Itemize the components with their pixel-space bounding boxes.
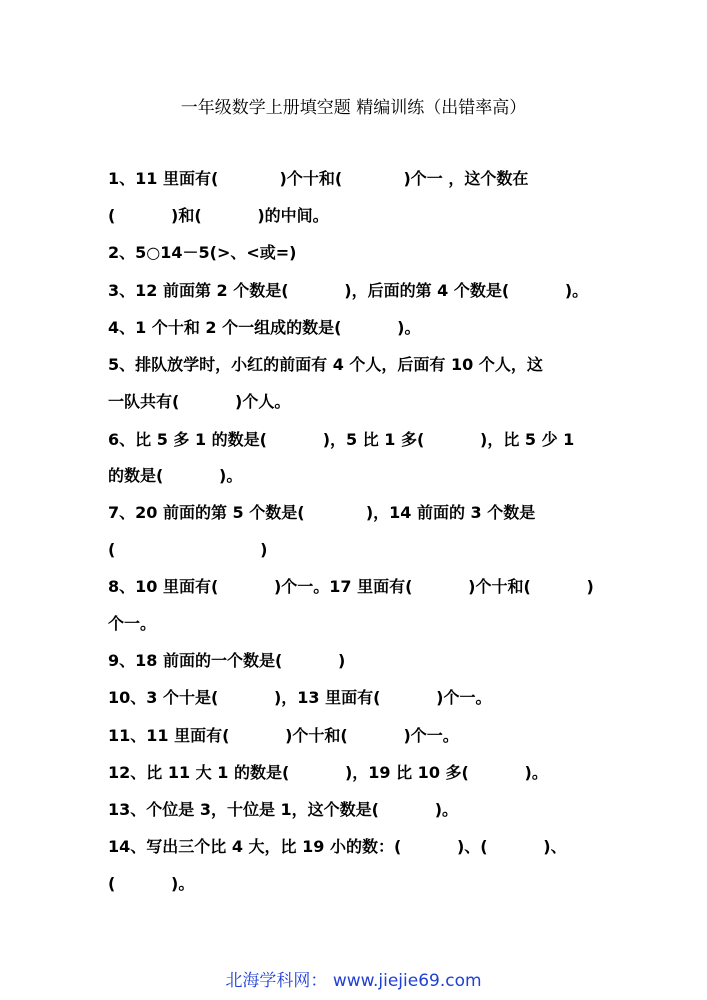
- question-line: 4、1 个十和 2 个一组成的数是( )。: [108, 318, 421, 337]
- question-line: 一队共有( )个人。: [108, 392, 291, 411]
- question-line: 个一。: [108, 614, 157, 633]
- question-line: 9、18 前面的一个数是( ): [108, 651, 346, 670]
- question-line: 6、比 5 多 1 的数是( )，5 比 1 多( )，比 5 少 1: [108, 430, 575, 449]
- question-line: ( )。: [108, 874, 195, 893]
- question-line: 7、20 前面的第 5 个数是( )，14 前面的 3 个数是: [108, 503, 536, 522]
- question-line: 11、11 里面有( )个十和( )个一。: [108, 726, 459, 745]
- question-line: 14、写出三个比 4 大，比 19 小的数：( )、( )、: [108, 837, 567, 856]
- question-line: 3、12 前面第 2 个数是( )，后面的第 4 个数是( )。: [108, 281, 589, 300]
- question-line: ( )和( )的中间。: [108, 206, 329, 225]
- question-line: 8、10 里面有( )个一。17 里面有( )个十和( ): [108, 577, 594, 596]
- question-line: 13、个位是 3，十位是 1，这个数是( )。: [108, 800, 459, 819]
- question-line: 5、排队放学时，小红的前面有 4 个人，后面有 10 个人，这: [108, 355, 543, 374]
- question-line: 2、5○14－5(>、<或=): [108, 243, 297, 262]
- page-title: 一年级数学上册填空题 精编训练（出错率高）: [180, 98, 527, 118]
- question-line: 12、比 11 大 1 的数是( )，19 比 10 多( )。: [108, 763, 548, 782]
- question-line: ( ): [108, 540, 268, 559]
- question-line: 的数是( )。: [108, 466, 243, 485]
- question-line: 1、11 里面有( )个十和( )个一 ，这个数在: [108, 169, 529, 188]
- question-line: 10、3 个十是( )，13 里面有( )个一。: [108, 688, 492, 707]
- footer-website: 北海学科网： www.jiejie69.com: [225, 971, 482, 991]
